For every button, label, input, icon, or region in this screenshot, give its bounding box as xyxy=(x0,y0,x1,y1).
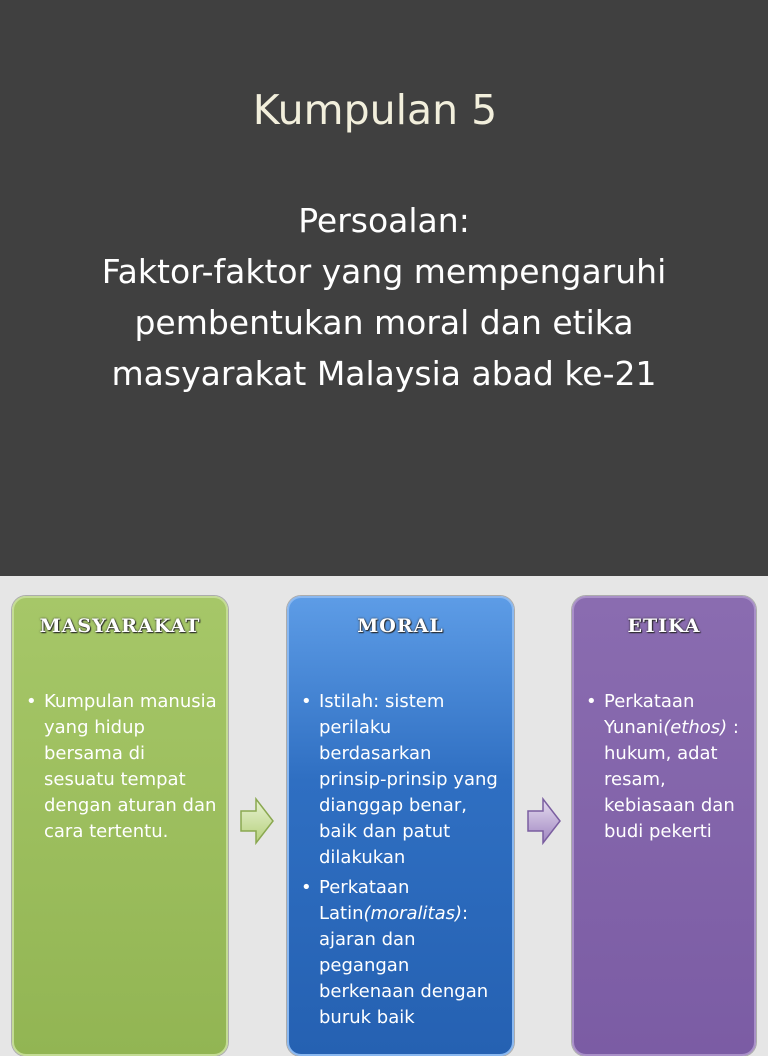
list-item xyxy=(604,689,746,845)
masyarakat-list xyxy=(14,689,226,845)
question-line: pembentukan moral dan etika xyxy=(134,303,634,342)
etika-heading: ETIKA xyxy=(627,615,701,637)
question-line: masyarakat Malaysia abad ke-21 xyxy=(111,354,657,393)
moral-heading: MORAL xyxy=(357,615,444,637)
question-text xyxy=(0,195,768,399)
list-item xyxy=(319,875,504,1031)
question-line: Faktor-faktor yang mempengaruhi xyxy=(101,252,667,291)
masyarakat-box xyxy=(12,596,228,1056)
list-item-prefix: Perkataan Yunani xyxy=(604,691,695,738)
list-item: • Kumpulan manusia yang hidup bersama di sesuatu tempat dengan aturan dan cara tertentu. xyxy=(44,689,218,845)
etika-box xyxy=(572,596,756,1056)
list-item-suffix: : hukum, adat resam, kebiasaan dan budi pekerti xyxy=(604,717,739,842)
question-line: Persoalan: xyxy=(298,201,470,240)
masyarakat-heading: MASYARAKAT xyxy=(39,615,201,637)
etika-list xyxy=(574,689,754,845)
list-item-term: (moralitas) xyxy=(363,903,463,924)
list-item-term: (ethos) xyxy=(663,717,728,738)
list-item: • Istilah: sistem perilaku berdasarkan prinsip-prinsip yang dianggap benar, baik dan patut dilakukan xyxy=(319,689,504,871)
moral-list xyxy=(289,689,512,1031)
slide-title: Kumpulan 5 xyxy=(252,86,498,134)
arrow-right-icon xyxy=(240,797,274,845)
list-item-prefix: Perkataan Latin xyxy=(319,877,410,924)
list-item-suffix: : ajaran dan pegangan berkenaan dengan buruk baik xyxy=(319,903,489,1028)
arrow-right-icon xyxy=(527,797,561,845)
moral-box xyxy=(287,596,514,1056)
